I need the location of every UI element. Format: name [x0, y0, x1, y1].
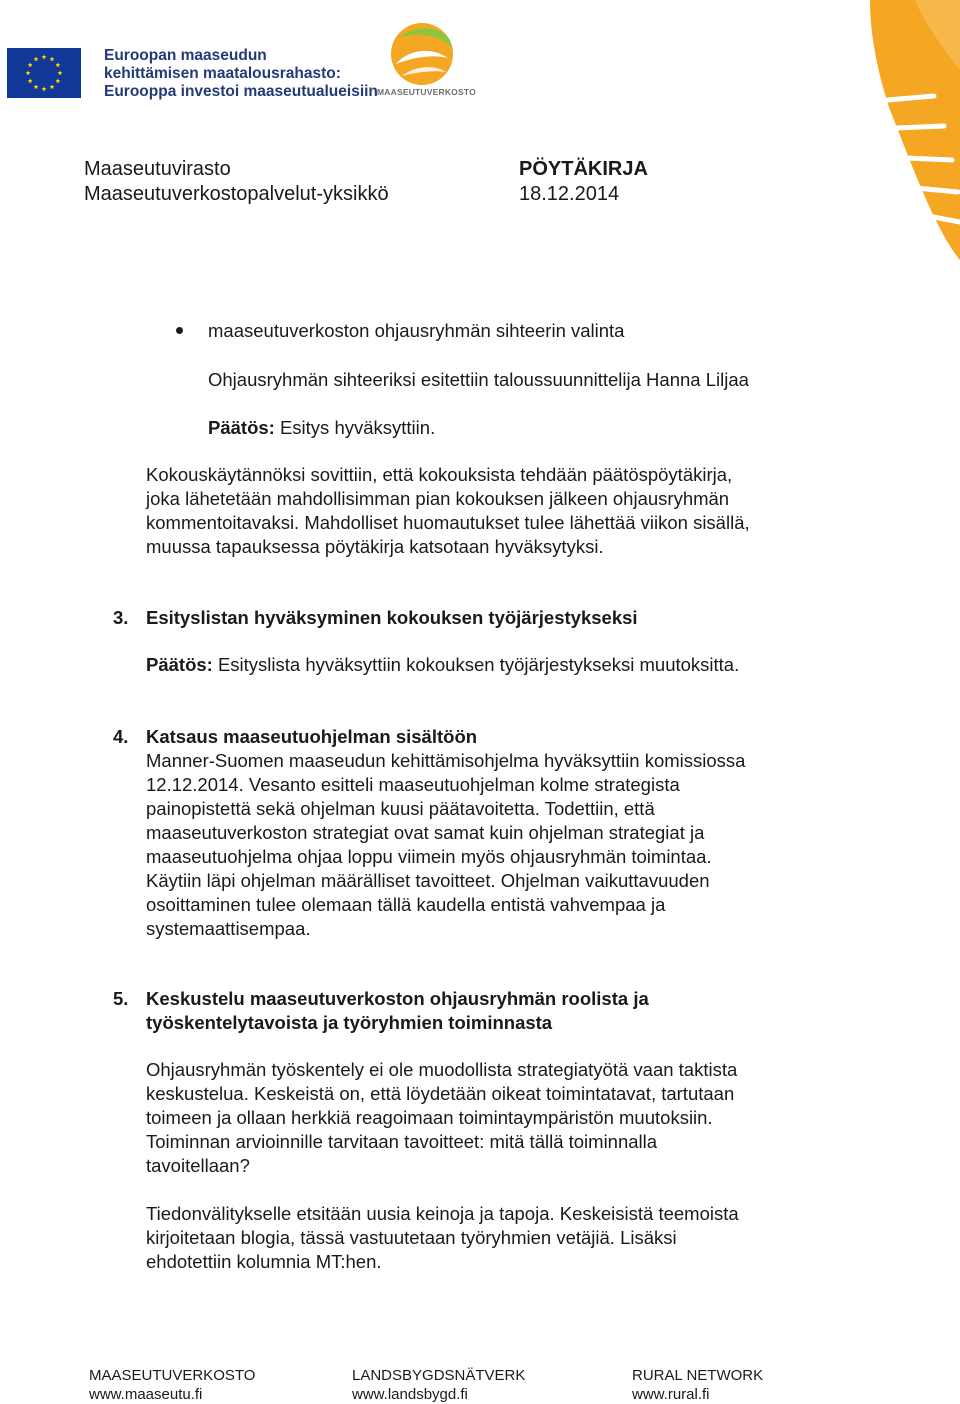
section-5-line: Ohjausryhmän työskentely ei ole muodollista strategiatyötä vaan taktista [146, 1059, 738, 1080]
corner-decoration [720, 0, 960, 260]
eu-stars-icon [7, 48, 81, 98]
section-5-line: Toiminnan arvioinnille tarvitaan tavoitteet: mitä tällä toiminnalla [146, 1131, 658, 1152]
section-4-line: osoittaminen tulee olemaan tällä kaudella entistä vahvempaa ja [146, 894, 666, 915]
decision-1-text: Esitys hyväksyttiin. [274, 417, 436, 438]
section-5-title-line: työskentelytavoista ja työryhmien toiminnasta [146, 1012, 553, 1033]
bullet-item: maaseutuverkoston ohjausryhmän sihteerin valinta [208, 320, 625, 341]
footer-link-fi[interactable]: www.maaseutu.fi [89, 1386, 203, 1403]
orange-swoosh-icon [720, 0, 960, 260]
footer-link-sv[interactable]: www.landsbygd.fi [352, 1386, 468, 1403]
eu-fund-line-3: Eurooppa investoi maaseutualueisiin [104, 83, 378, 100]
footer-name-sv: LANDSBYGDSNÄTVERK [352, 1367, 526, 1384]
eu-fund-line-1: Euroopan maaseudun [104, 47, 267, 64]
organization-unit: Maaseutuverkostopalvelut-yksikkö [84, 183, 389, 205]
leaf-swirl-icon [378, 20, 468, 88]
section-3-decision-label: Päätös: [146, 654, 213, 675]
eu-fund-text [104, 47, 378, 101]
section-5-paragraph-2 [146, 1202, 739, 1274]
section-5-line: kirjoitetaan blogia, tässä vastuutetaan työryhmien vetäjiä. Lisäksi [146, 1227, 677, 1248]
footer-column-sv [352, 1366, 525, 1404]
meeting-practice-paragraph [146, 463, 750, 559]
section-4-line: Manner-Suomen maaseudun kehittämisohjelma hyväksyttiin komissiossa [146, 750, 746, 771]
footer-name-fi: MAASEUTUVERKOSTO [89, 1367, 256, 1384]
bullet-detail: Ohjausryhmän sihteeriksi esitettiin taloussuunnittelija Hanna Liljaa [208, 369, 749, 390]
section-4-line: painopistettä sekä ohjelman kuusi päätavoitetta. Todettiin, että [146, 798, 655, 819]
eu-fund-line-2: kehittämisen maatalousrahasto: [104, 65, 341, 82]
maaseutuverkosto-logo-label: MAASEUTUVERKOSTO [377, 87, 476, 97]
organization-name: Maaseutuvirasto [84, 158, 231, 180]
section-3-decision [146, 653, 739, 677]
section-5-title-line: Keskustelu maaseutuverkoston ohjausryhmän roolista ja [146, 988, 649, 1009]
practice-line: muussa tapauksessa pöytäkirja katsotaan hyväksytyksi. [146, 536, 604, 557]
section-5-line: Tiedonvälitykselle etsitään uusia keinoja ja tapoja. Keskeisistä teemoista [146, 1203, 739, 1224]
section-4-line: 12.12.2014. Vesanto esitteli maaseutuohjelman kolme strategista [146, 774, 680, 795]
section-5-paragraph-1 [146, 1058, 737, 1178]
organization-block [84, 157, 389, 207]
section-4-line: maaseutuohjelma ohjaa loppu viimein myös ohjausryhmän toimintaa. [146, 846, 712, 867]
footer-column-fi [89, 1366, 255, 1404]
practice-line: Kokouskäytännöksi sovittiin, että kokouksista tehdään päätöspöytäkirja, [146, 464, 733, 485]
footer-column-en [632, 1366, 763, 1404]
section-5-line: keskustelua. Keskeistä on, että löydetään oikeat toimintatavat, tartutaan [146, 1083, 735, 1104]
bullet-icon [176, 327, 183, 334]
section-5-line: ehdotettiin kolumnia MT:hen. [146, 1251, 382, 1272]
practice-line: joka lähetetään mahdollisimman pian kokouksen jälkeen ohjausryhmän [146, 488, 730, 509]
section-3-title: Esityslistan hyväksyminen kokouksen työjärjestykseksi [146, 607, 638, 628]
section-4-number: 4. [113, 726, 129, 747]
section-5-title [146, 987, 649, 1035]
section-3-decision-text: Esityslista hyväksyttiin kokouksen työjärjestykseksi muutoksitta. [212, 654, 740, 675]
section-4-line: maaseutuverkoston strategiat ovat samat kuin ohjelman strategiat ja [146, 822, 705, 843]
footer-name-en: RURAL NETWORK [632, 1367, 764, 1384]
section-5-line: toimeen ja ollaan herkkiä reagoimaan toimintaympäristön muutoksiin. [146, 1107, 713, 1128]
section-4-body [146, 725, 745, 941]
document-type: PÖYTÄKIRJA [519, 158, 648, 180]
section-5-line: tavoitellaan? [146, 1155, 250, 1176]
section-3-number: 3. [113, 607, 129, 628]
footer-link-en[interactable]: www.rural.fi [632, 1386, 710, 1403]
practice-line: kommentoitavaksi. Mahdolliset huomautukset tulee lähettää viikon sisällä, [146, 512, 750, 533]
document-date: 18.12.2014 [519, 183, 620, 205]
decision-1 [208, 416, 435, 440]
decision-1-label: Päätös: [208, 417, 275, 438]
eu-flag-logo [7, 48, 81, 98]
section-5-number: 5. [113, 988, 129, 1009]
section-4-line: Käytiin läpi ohjelman määrälliset tavoitteet. Ohjelman vaikuttavuuden [146, 870, 710, 891]
section-4-line: systemaattisempaa. [146, 918, 311, 939]
section-4-title: Katsaus maaseutuohjelman sisältöön [146, 726, 478, 747]
document-type-block [519, 157, 648, 207]
